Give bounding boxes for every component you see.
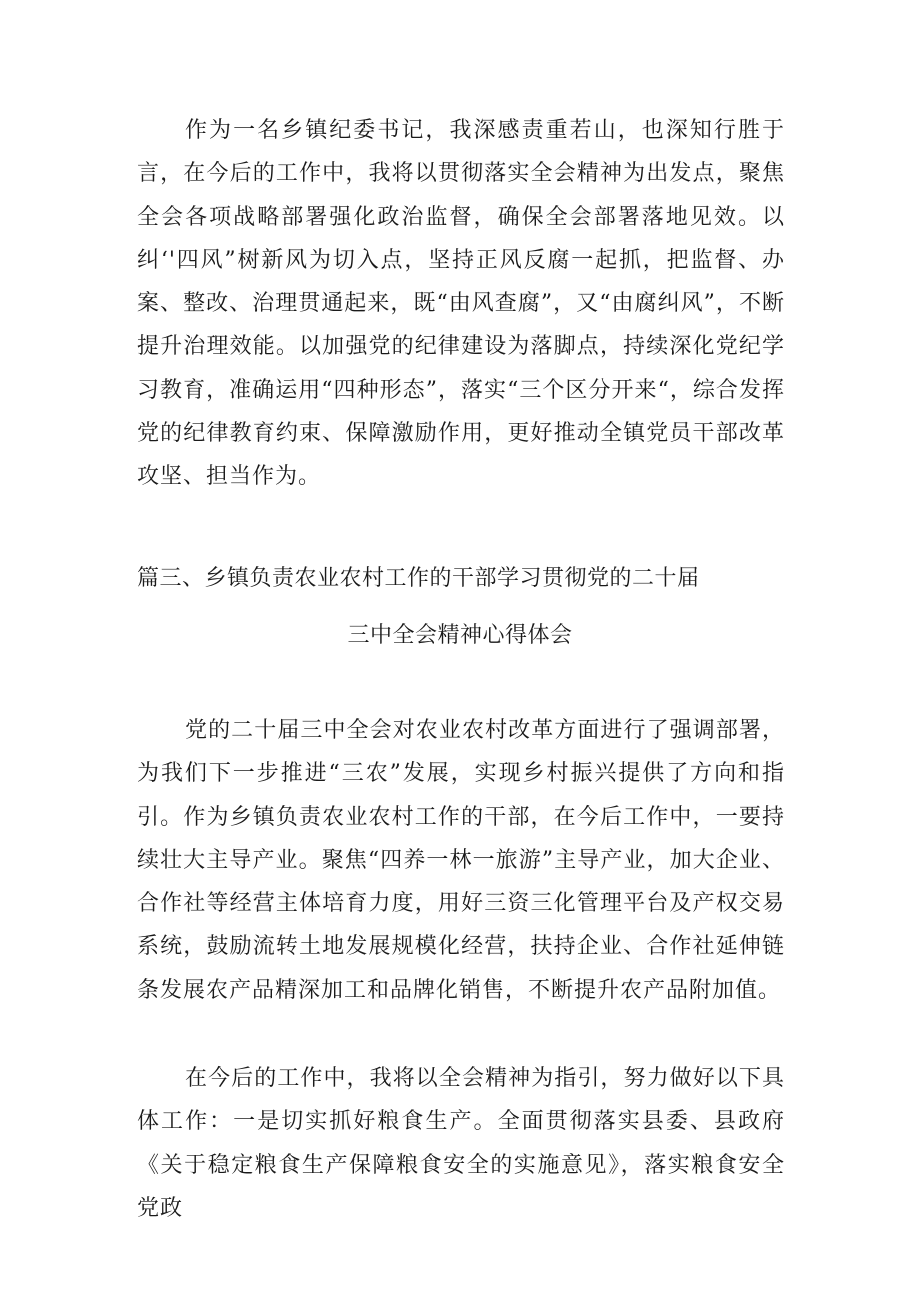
body-paragraph: 作为一名乡镇纪委书记，我深感责重若山，也深知行胜于言，在今后的工作中，我将以贯彻落实全会精神为出发点，聚焦全会各项战略部署强化政治监督，确保全会部署落地见效。以纠‘'四风”树新风为切入点，坚持正风反腐一起抓，把监督、办案、整改、治理贯通起来，既“由风查腐”，又“由腐纠风”，不断提升治理效能。以加强党的纪律建设为落脚点，持续深化党纪学习教育，准确运用“四种形态”，落实“三个区分开来“，综合发挥党的纪律教育约束、保障激励作用，更好推动全镇党员干部改革攻坚、担当作为。: [137, 118, 785, 490]
body-paragraph: 党的二十届三中全会对农业农村改革方面进行了强调部署，为我们下一步推进“三农”发展，实现乡村振兴提供了方向和指引。作为乡镇负责农业农村工作的干部，在今后工作中，一要持续壮大主导产业。聚焦“四养一林一旅游”主导产业，加大企业、合作社等经营主体培育力度，用好三资三化管理平台及产权交易系统，鼓励流转土地发展规模化经营，扶持企业、合作社延伸链条发展农产品精深加工和品牌化销售，不断提升农产品附加值。: [137, 718, 785, 1003]
section-title-line-1: 篇三、乡镇负责农业农村工作的干部学习贯彻党的二十届: [137, 566, 700, 591]
section-title-line-2: 三中全会精神心得体会: [347, 623, 573, 648]
body-paragraph: 在今后的工作中，我将以全会精神为指引，努力做好以下具体工作：一是切实抓好粮食生产。全面贯彻落实县委、县政府《关于稳定粮食生产保障粮食安全的实施意见》，落实粮食安全党政: [137, 1066, 785, 1221]
